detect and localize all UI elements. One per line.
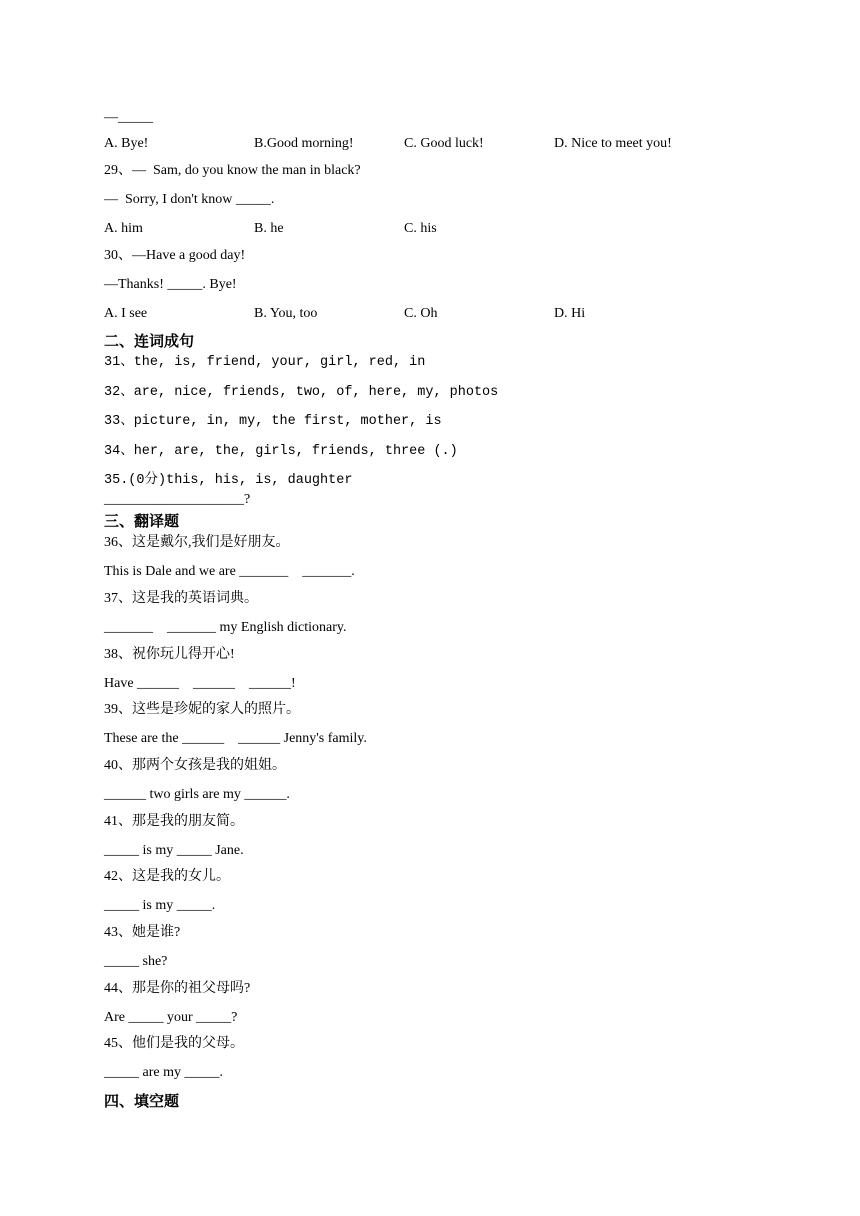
question-item: 33、picture, in, my, the first, mother, is bbox=[104, 414, 442, 429]
english-blank-sentence: _____ is my _____ Jane. bbox=[104, 843, 244, 858]
english-blank-sentence: _____ she? bbox=[104, 954, 168, 969]
chinese-prompt: 38、祝你玩儿得开心! bbox=[104, 647, 235, 662]
question-item: 34、her, are, the, girls, friends, three (.) bbox=[104, 444, 458, 459]
section-heading: 四、填空题 bbox=[104, 1092, 180, 1110]
english-blank-sentence: These are the ______ ______ Jenny's family. bbox=[104, 731, 367, 746]
question-stem: 29、— Sam, do you know the man in black? bbox=[104, 163, 361, 178]
chinese-prompt: 42、这是我的女儿。 bbox=[104, 869, 230, 884]
question-reply: — Sorry, I don't know _____. bbox=[104, 192, 275, 207]
english-blank-sentence: Are _____ your _____? bbox=[104, 1010, 238, 1025]
chinese-prompt: 39、这些是珍妮的家人的照片。 bbox=[104, 702, 300, 717]
english-blank-sentence: This is Dale and we are _______ _______. bbox=[104, 564, 355, 579]
option-b: B.Good morning! bbox=[254, 136, 354, 151]
chinese-prompt: 41、那是我的朋友简。 bbox=[104, 814, 244, 829]
english-blank-sentence: _____ are my _____. bbox=[104, 1065, 223, 1080]
option-d: D. Nice to meet you! bbox=[554, 136, 672, 151]
question-item: 35.(0分)this, his, is, daughter bbox=[104, 473, 353, 488]
answer-blank-line: —_____ bbox=[104, 110, 153, 125]
english-blank-sentence: ______ two girls are my ______. bbox=[104, 787, 290, 802]
section-heading: 二、连词成句 bbox=[104, 332, 195, 350]
english-blank-sentence: Have ______ ______ ______! bbox=[104, 676, 296, 691]
option-d: D. Hi bbox=[554, 306, 586, 321]
chinese-prompt: 36、这是戴尔,我们是好朋友。 bbox=[104, 535, 290, 550]
option-a: A. Bye! bbox=[104, 136, 149, 151]
question-reply: —Thanks! _____. Bye! bbox=[104, 277, 237, 292]
question-stem: 30、—Have a good day! bbox=[104, 248, 246, 263]
answer-blank-line: ____________________? bbox=[104, 492, 251, 507]
section-heading: 三、翻译题 bbox=[104, 512, 180, 530]
chinese-prompt: 37、这是我的英语词典。 bbox=[104, 591, 258, 606]
english-blank-sentence: _____ is my _____. bbox=[104, 898, 216, 913]
chinese-prompt: 44、那是你的祖父母吗? bbox=[104, 981, 251, 996]
option-a: A. I see bbox=[104, 306, 148, 321]
english-blank-sentence: _______ _______ my English dictionary. bbox=[104, 620, 347, 635]
question-item: 32、are, nice, friends, two, of, here, my, photos bbox=[104, 385, 499, 400]
question-item: 31、the, is, friend, your, girl, red, in bbox=[104, 355, 426, 370]
option-a: A. him bbox=[104, 221, 143, 236]
option-c: C. his bbox=[404, 221, 437, 236]
option-b: B. You, too bbox=[254, 306, 318, 321]
chinese-prompt: 43、她是谁? bbox=[104, 925, 181, 940]
option-c: C. Good luck! bbox=[404, 136, 484, 151]
chinese-prompt: 45、他们是我的父母。 bbox=[104, 1036, 244, 1051]
option-b: B. he bbox=[254, 221, 284, 236]
chinese-prompt: 40、那两个女孩是我的姐姐。 bbox=[104, 758, 286, 773]
option-c: C. Oh bbox=[404, 306, 438, 321]
